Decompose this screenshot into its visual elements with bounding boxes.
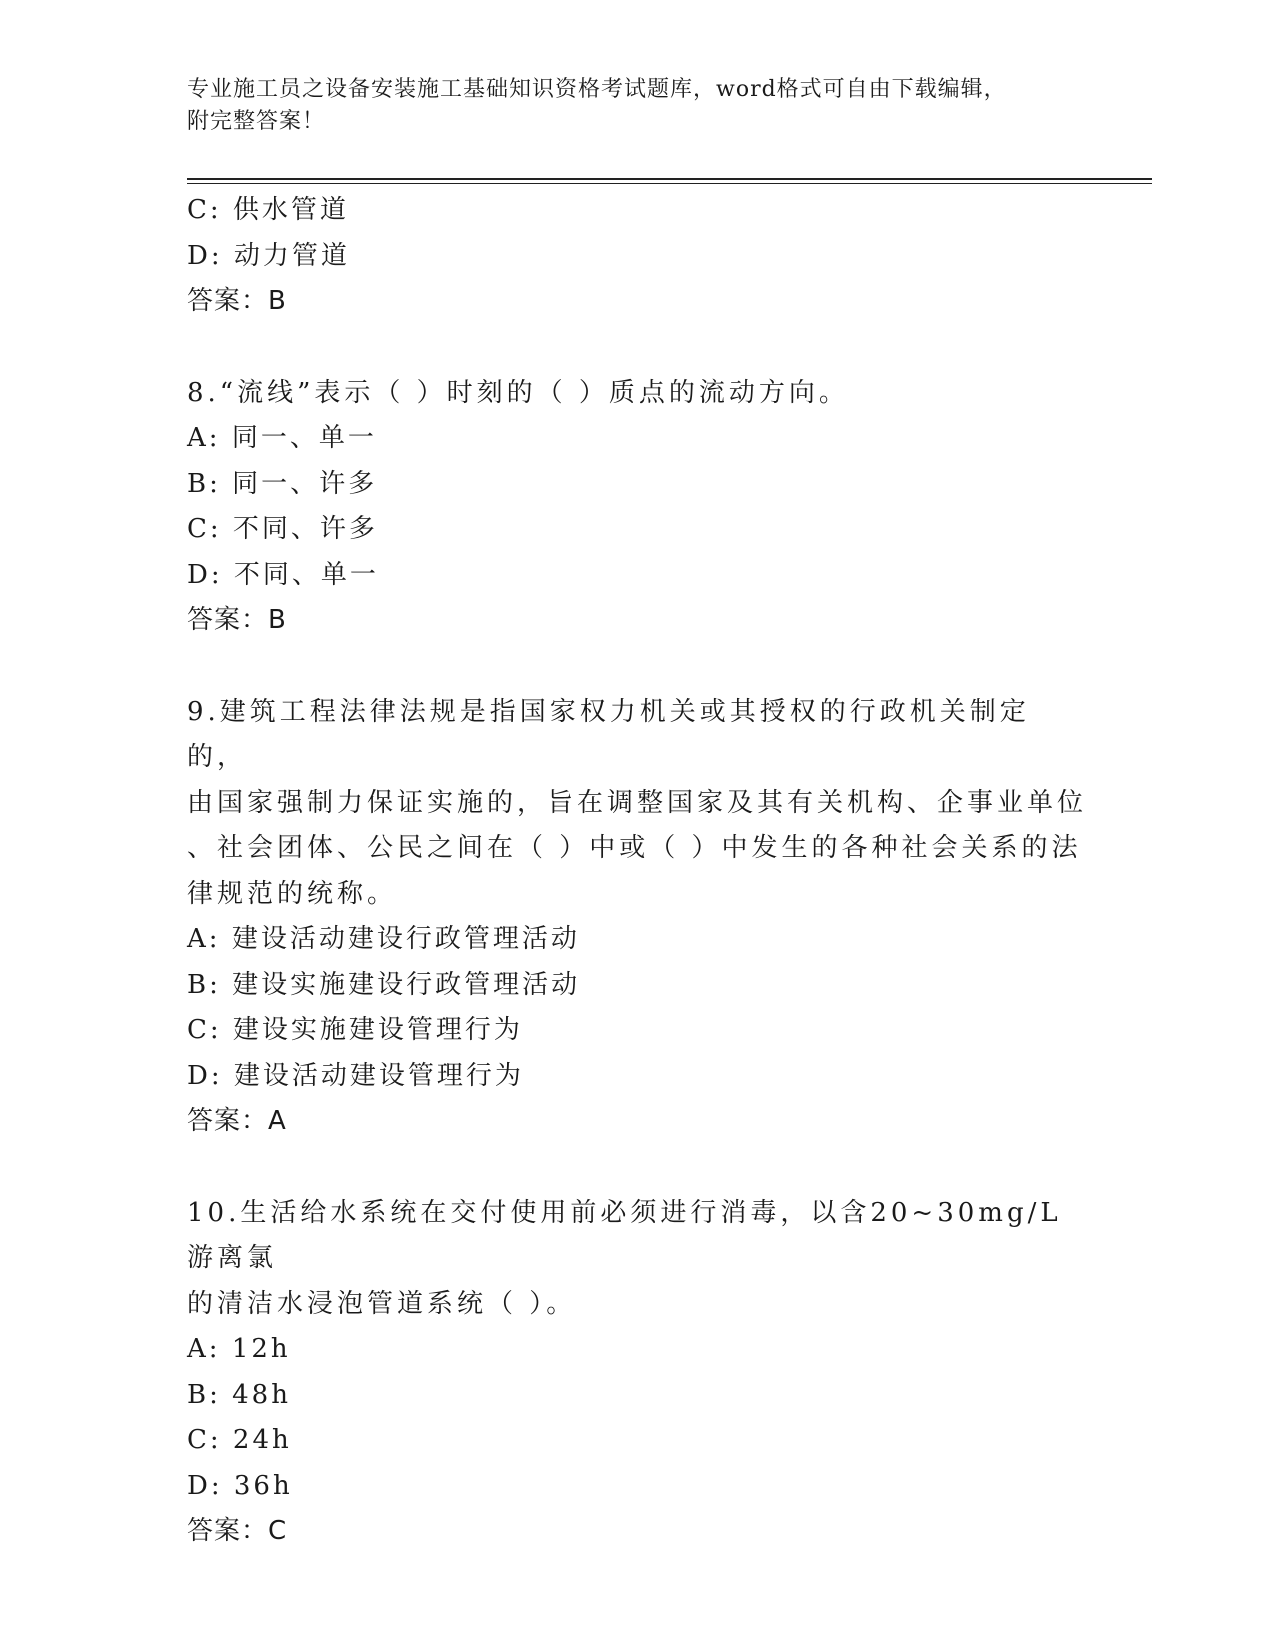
option-label: C: (187, 1425, 222, 1455)
option-b (187, 1373, 1087, 1419)
option-label: D: (187, 1060, 223, 1091)
option-c (187, 188, 1087, 234)
option-c (187, 507, 1087, 553)
document-header (187, 74, 1087, 138)
option-d (187, 234, 1087, 280)
option-label: A: (187, 423, 221, 453)
option-d (187, 1464, 1087, 1510)
option-a (187, 1327, 1087, 1373)
header-divider-thick (187, 178, 1152, 180)
spacer (187, 1145, 1087, 1191)
option-d (187, 1054, 1087, 1100)
header-line-1: 专业施工员之设备安装施工基础知识资格考试题库，word格式可自由下载编辑， (187, 77, 1007, 102)
option-text: 36h (233, 1470, 293, 1501)
question-text-line-3: 、社会团体、公民之间在（ ）中或（ ）中发生的各种社会关系的法 (187, 833, 1082, 863)
option-a (187, 917, 1087, 963)
header-line-2: 附完整答案！ (187, 109, 326, 134)
option-label: C: (187, 1015, 222, 1045)
option-text: 12h (231, 1334, 291, 1364)
option-text: 建设实施建设行政管理活动 (232, 969, 581, 1000)
option-c (187, 1008, 1087, 1054)
answer-line: 答案：B (187, 286, 287, 316)
option-text: 同一、许多 (232, 468, 378, 499)
option-label: C: (187, 514, 222, 544)
question-text-line-2: 的清洁水浸泡管道系统（ ）。 (187, 1288, 577, 1319)
spacer (187, 325, 1087, 371)
option-b (187, 462, 1087, 508)
option-text: 同一、单一 (231, 423, 377, 453)
option-label: D: (187, 240, 223, 271)
answer-line: 答案：C (187, 1516, 288, 1546)
question-block-9 (187, 690, 1087, 1145)
answer-line: 答案：B (187, 605, 287, 635)
option-text: 建设活动建设管理行为 (233, 1060, 524, 1091)
question-block-10 (187, 1191, 1087, 1555)
option-label: B: (187, 969, 221, 1000)
option-label: C: (187, 195, 222, 225)
question-block-8 (187, 371, 1087, 644)
question-text-line-1: 10.生活给水系统在交付使用前必须进行消毒，以含20~30mg/L游离氯 (187, 1197, 1062, 1273)
option-label: A: (187, 1334, 221, 1364)
option-text: 建设活动建设行政管理活动 (231, 924, 580, 954)
option-text: 不同、单一 (233, 559, 379, 590)
option-label: A: (187, 924, 221, 954)
option-c (187, 1418, 1087, 1464)
header-divider-thin (187, 183, 1152, 184)
option-d (187, 553, 1087, 599)
question-text-line-2: 由国家强制力保证实施的，旨在调整国家及其有关机构、企事业单位 (187, 787, 1088, 818)
question-text-line-4: 律规范的统称。 (187, 878, 398, 909)
answer-line: 答案：A (187, 1106, 287, 1136)
question-block-7 (187, 188, 1087, 325)
option-text: 建设实施建设管理行为 (232, 1015, 523, 1045)
option-text: 动力管道 (233, 240, 350, 271)
option-label: B: (187, 468, 221, 499)
option-text: 不同、许多 (232, 514, 378, 544)
question-text: 8.“流线”表示（ ）时刻的（ ）质点的流动方向。 (187, 377, 849, 408)
question-text-line-1: 9.建筑工程法律法规是指国家权力机关或其授权的行政机关制定的， (187, 696, 1030, 772)
option-b (187, 963, 1087, 1009)
option-text: 供水管道 (232, 195, 349, 225)
option-label: D: (187, 559, 223, 590)
option-a (187, 416, 1087, 462)
question-list (187, 188, 1087, 1555)
option-text: 24h (232, 1425, 292, 1455)
option-label: B: (187, 1379, 221, 1410)
spacer (187, 644, 1087, 690)
option-label: D: (187, 1470, 223, 1501)
option-text: 48h (232, 1379, 291, 1410)
